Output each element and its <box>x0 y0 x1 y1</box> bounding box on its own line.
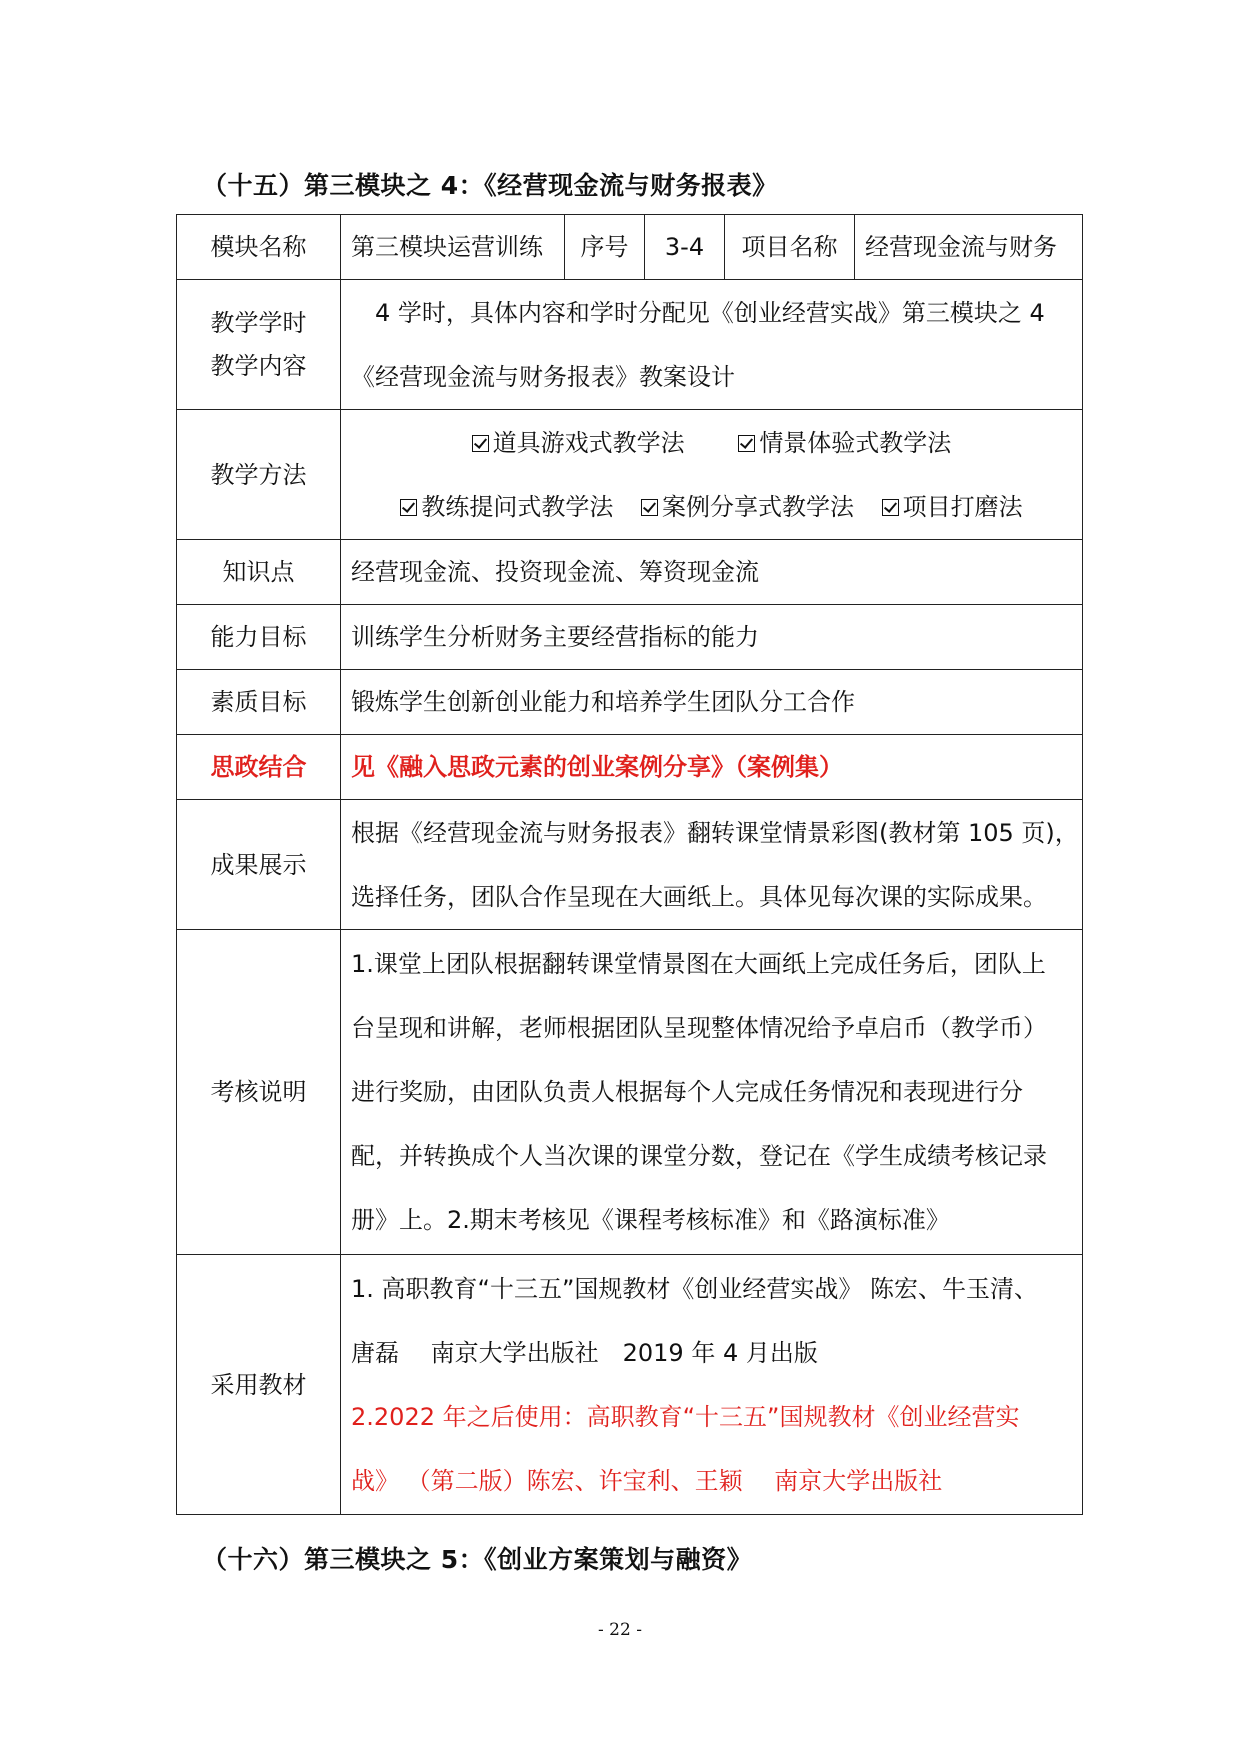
assessment-line3: 进行奖励，由团队负责人根据每个人完成任务情况和表现进行分 <box>351 1078 1023 1106</box>
teaching-methods-value <box>341 410 1083 540</box>
project-name-value: 经营现金流与财务 <box>855 215 1083 280</box>
teaching-hours-label-line2: 教学内容 <box>210 351 307 380</box>
assessment-line5: 册》上。2.期末考核见《课程考核标准》和《路演标准》 <box>351 1206 950 1234</box>
section-heading-16: （十六）第三模块之 5：《创业方案策划与融资》 <box>202 1545 753 1574</box>
assessment-line2: 台呈现和讲解，老师根据团队呈现整体情况给予卓启币（教学币） <box>351 1014 1047 1042</box>
row-quality <box>177 670 1083 735</box>
knowledge-value: 经营现金流、投资现金流、筹资现金流 <box>341 540 1083 605</box>
checked-box-icon <box>882 499 899 516</box>
row-ability <box>177 605 1083 670</box>
teaching-hours-label-line1: 教学学时 <box>210 308 307 337</box>
textbook-label: 采用教材 <box>177 1255 341 1515</box>
quality-value: 锻炼学生创新创业能力和培养学生团队分工合作 <box>341 670 1083 735</box>
module-info-table <box>176 214 1083 1515</box>
module-name-label: 模块名称 <box>177 215 341 280</box>
checked-box-icon <box>641 499 658 516</box>
textbook-red-line2: 战》 （第二版）陈宏、许宝利、王颖 南京大学出版社 <box>351 1466 943 1495</box>
teaching-hours-line1: 4 学时，具体内容和学时分配见《创业经营实战》第三模块之 4 <box>375 298 1045 327</box>
checked-box-icon <box>472 435 489 452</box>
ideology-label: 思政结合 <box>177 735 341 800</box>
results-line2: 选择任务，团队合作呈现在大画纸上。具体见每次课的实际成果。 <box>351 882 1047 911</box>
results-line1: 根据《经营现金流与财务报表》翻转课堂情景彩图(教材第 105 页)， <box>351 818 1079 847</box>
teaching-methods-label: 教学方法 <box>177 410 341 540</box>
checked-box-icon <box>738 435 755 452</box>
assessment-label: 考核说明 <box>177 930 341 1255</box>
teaching-hours-value <box>341 280 1083 410</box>
row-assessment <box>177 930 1083 1255</box>
method-item-scenario: 情景体验式教学法 <box>738 429 951 457</box>
methods-line1 <box>351 411 1072 475</box>
teaching-hours-label <box>177 280 341 410</box>
textbook-value <box>341 1255 1083 1515</box>
page-number: - 22 - <box>598 1620 642 1640</box>
module-name-value: 第三模块运营训练 <box>341 215 565 280</box>
assessment-line1: 1.课堂上团队根据翻转课堂情景图在大画纸上完成任务后，团队上 <box>351 950 1046 978</box>
row-knowledge <box>177 540 1083 605</box>
ability-label: 能力目标 <box>177 605 341 670</box>
sequence-value: 3-4 <box>645 215 725 280</box>
quality-label: 素质目标 <box>177 670 341 735</box>
row-ideology <box>177 735 1083 800</box>
results-label: 成果展示 <box>177 800 341 930</box>
row-module-name <box>177 215 1083 280</box>
assessment-value <box>341 930 1083 1255</box>
results-value <box>341 800 1083 930</box>
assessment-line4: 配，并转换成个人当次课的课堂分数，登记在《学生成绩考核记录 <box>351 1142 1047 1170</box>
ability-value: 训练学生分析财务主要经营指标的能力 <box>341 605 1083 670</box>
method-item-coaching: 教练提问式教学法 <box>400 493 613 521</box>
methods-line2 <box>351 475 1072 539</box>
row-teaching-methods <box>177 410 1083 540</box>
ideology-value: 见《融入思政元素的创业案例分享》（案例集） <box>341 735 1083 800</box>
method-item-props-game: 道具游戏式教学法 <box>472 429 685 457</box>
textbook-line1: 1. 高职教育“十三五”国规教材《创业经营实战》 陈宏、牛玉清、 <box>351 1274 1039 1303</box>
knowledge-label: 知识点 <box>177 540 341 605</box>
textbook-line2: 唐磊 南京大学出版社 2019 年 4 月出版 <box>351 1338 818 1367</box>
method-item-project-polish: 项目打磨法 <box>882 493 1023 521</box>
project-name-label: 项目名称 <box>725 215 855 280</box>
sequence-label: 序号 <box>565 215 645 280</box>
method-item-case-sharing: 案例分享式教学法 <box>641 493 854 521</box>
row-textbook <box>177 1255 1083 1515</box>
textbook-red-line1: 2.2022 年之后使用：高职教育“十三五”国规教材《创业经营实 <box>351 1402 1020 1431</box>
row-results <box>177 800 1083 930</box>
checked-box-icon <box>400 499 417 516</box>
section-heading-15: （十五）第三模块之 4：《经营现金流与财务报表》 <box>202 171 778 200</box>
row-teaching-hours <box>177 280 1083 410</box>
teaching-hours-line2: 《经营现金流与财务报表》教案设计 <box>351 362 735 391</box>
